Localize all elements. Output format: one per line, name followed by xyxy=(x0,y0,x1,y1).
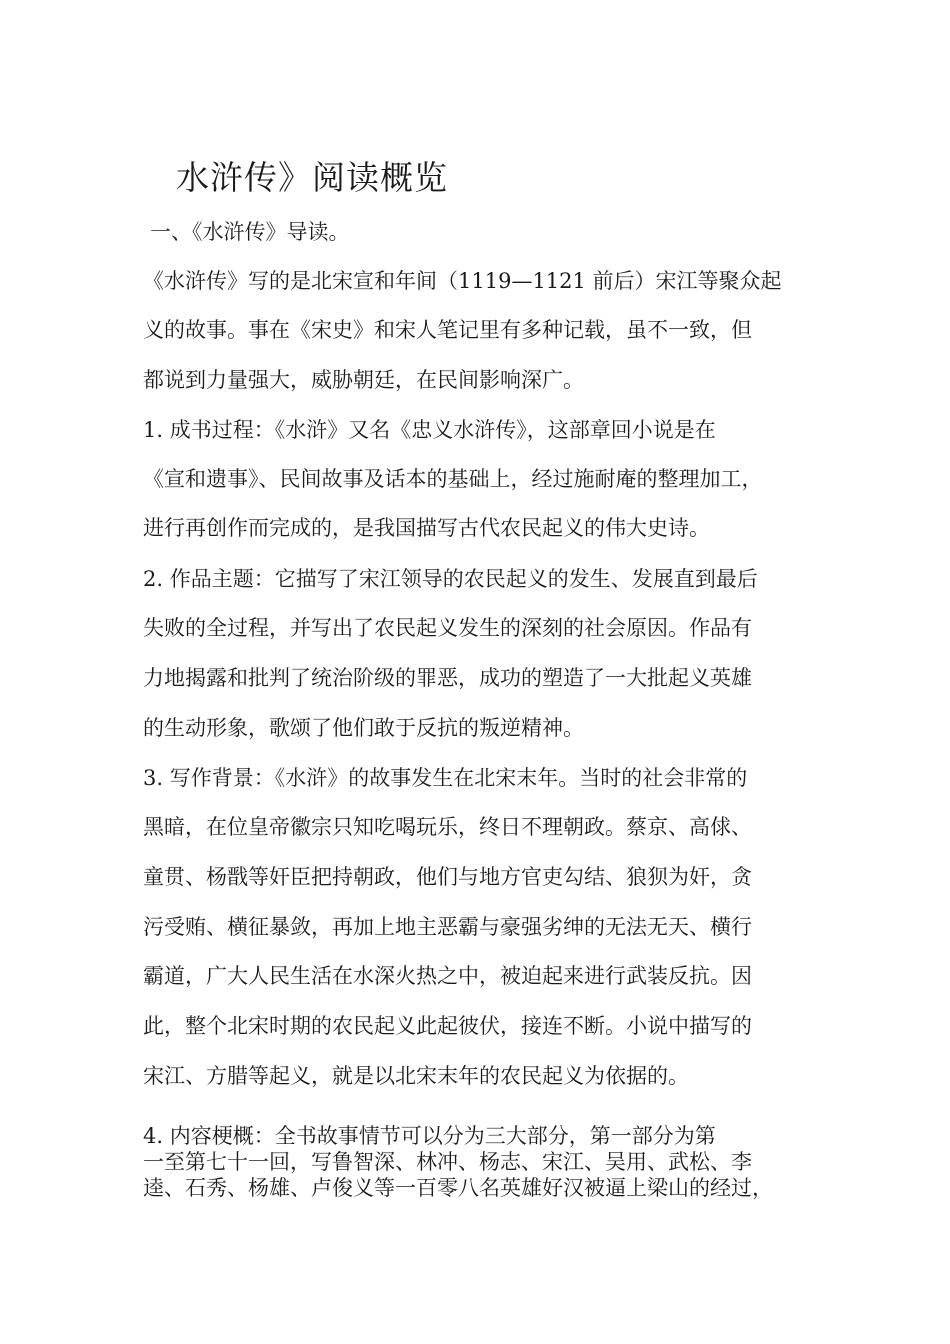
paragraph-line: 力地揭露和批判了统治阶级的罪恶，成功的塑造了一大批起义英雄 xyxy=(143,666,752,690)
paragraph-line: 义的故事。事在《宋史》和宋人笔记里有多种记载，虽不一致，但 xyxy=(143,318,752,342)
paragraph-line: 一至第七十一回，写鲁智深、林冲、杨志、宋江、吴用、武松、李 xyxy=(143,1150,752,1174)
paragraph-line: 《水浒传》写的是北宋宣和年间（1119—1121 前后）宋江等聚众起 xyxy=(143,269,782,293)
paragraph-line: 黑暗，在位皇帝徽宗只知吃喝玩乐，终日不理朝政。蔡京、高俅、 xyxy=(143,815,752,839)
paragraph-line: 3. 写作背景：《水浒》的故事发生在北宋末年。当时的社会非常的 xyxy=(143,766,748,790)
paragraph-line: 进行再创作而完成的，是我国描写古代农民起义的伟大史诗。 xyxy=(143,516,710,540)
paragraph-line: 4. 内容梗概：全书故事情节可以分为三大部分，第一部分为第 xyxy=(143,1124,716,1148)
paragraph-line: 童贯、杨戬等奸臣把持朝政，他们与地方官吏勾结、狼狈为奸，贪 xyxy=(143,865,752,889)
paragraph-line: 2. 作品主题：它描写了宋江领导的农民起义的发生、发展直到最后 xyxy=(143,567,758,591)
paragraph-line: 霸道，广大人民生活在水深火热之中，被迫起来进行武装反抗。因 xyxy=(143,964,752,988)
paragraph-line: 《宣和遗事》、民间故事及话本的基础上，经过施耐庵的整理加工， xyxy=(143,467,763,491)
paragraph-line: 的生动形象，歌颂了他们敢于反抗的叛逆精神。 xyxy=(143,716,584,740)
paragraph-line: 此，整个北宋时期的农民起义此起彼伏，接连不断。小说中描写的 xyxy=(143,1014,752,1038)
paragraph-line: 污受贿、横征暴敛，再加上地主恶霸与豪强劣绅的无法无天、横行 xyxy=(143,915,752,939)
section-heading: 一、《水浒传》导读。 xyxy=(150,220,350,244)
paragraph-line: 失败的全过程，并写出了农民起义发生的深刻的社会原因。作品有 xyxy=(143,616,752,640)
paragraph-line: 宋江、方腊等起义，就是以北宋末年的农民起义为依据的。 xyxy=(143,1064,689,1088)
document-title: 水浒传》阅读概览 xyxy=(176,158,448,197)
paragraph-line: 1. 成书过程：《水浒》又名《忠义水浒传》，这部章回小说是在 xyxy=(143,418,716,442)
paragraph-line: 逵、石秀、杨雄、卢俊义等一百零八名英雄好汉被逼上梁山的经过， xyxy=(143,1176,773,1200)
paragraph-line: 都说到力量强大，威胁朝廷，在民间影响深广。 xyxy=(143,368,584,392)
